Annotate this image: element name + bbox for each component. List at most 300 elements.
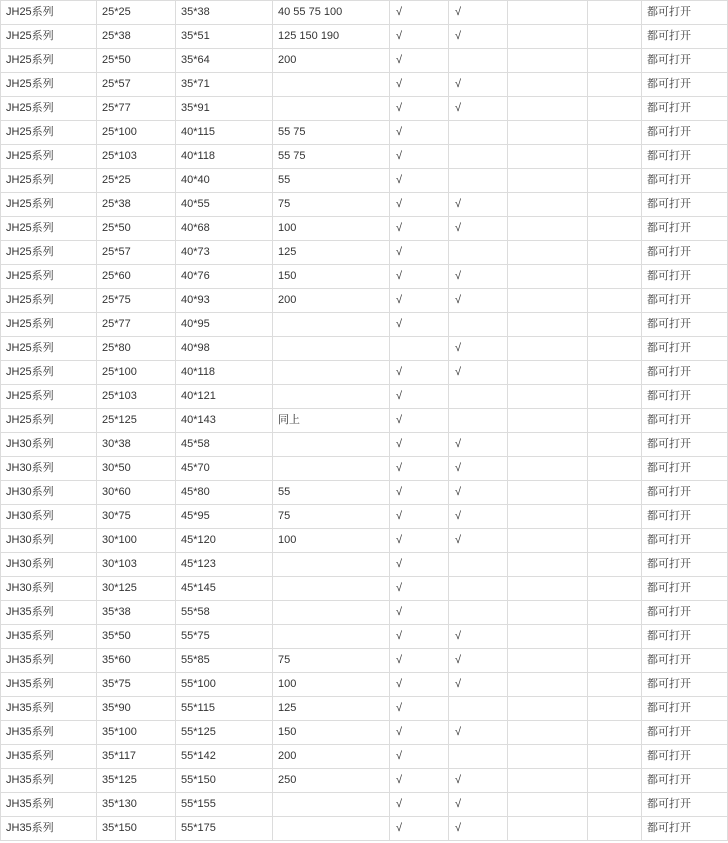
option-b-cell: √ [449,265,508,289]
opening-cell: 都可打开 [642,673,728,697]
blank-cell-1 [508,241,588,265]
table-row [1,313,728,337]
opening-cell: 都可打开 [642,49,728,73]
blank-cell-2 [588,73,642,97]
inner-size-cell: 35*100 [97,721,176,745]
inner-size-cell: 30*60 [97,481,176,505]
opening-cell: 都可打开 [642,409,728,433]
inner-size-cell: 35*50 [97,625,176,649]
length-cell: 55 [273,481,390,505]
table-row [1,337,728,361]
series-cell: JH35系列 [1,793,97,817]
blank-cell-2 [588,697,642,721]
series-cell: JH25系列 [1,145,97,169]
blank-cell-2 [588,505,642,529]
series-cell: JH35系列 [1,745,97,769]
blank-cell-1 [508,457,588,481]
inner-size-cell: 25*125 [97,409,176,433]
option-a-cell: √ [390,385,449,409]
opening-cell: 都可打开 [642,193,728,217]
length-cell: 150 [273,721,390,745]
option-a-cell: √ [390,649,449,673]
table-row [1,1,728,25]
outer-size-cell: 40*118 [176,145,273,169]
option-a-cell: √ [390,121,449,145]
length-cell [273,817,390,841]
option-a-cell: √ [390,481,449,505]
option-b-cell: √ [449,97,508,121]
blank-cell-2 [588,481,642,505]
inner-size-cell: 35*130 [97,793,176,817]
opening-cell: 都可打开 [642,721,728,745]
table-row [1,145,728,169]
outer-size-cell: 40*73 [176,241,273,265]
opening-cell: 都可打开 [642,337,728,361]
series-cell: JH30系列 [1,433,97,457]
length-cell: 200 [273,745,390,769]
table-row [1,625,728,649]
option-a-cell: √ [390,505,449,529]
table-row [1,505,728,529]
series-cell: JH25系列 [1,73,97,97]
series-cell: JH35系列 [1,673,97,697]
opening-cell: 都可打开 [642,73,728,97]
table-row [1,553,728,577]
blank-cell-2 [588,1,642,25]
blank-cell-1 [508,217,588,241]
blank-cell-2 [588,169,642,193]
series-cell: JH35系列 [1,817,97,841]
opening-cell: 都可打开 [642,121,728,145]
option-a-cell: √ [390,529,449,553]
option-a-cell: √ [390,673,449,697]
blank-cell-2 [588,745,642,769]
length-cell: 55 75 [273,145,390,169]
option-a-cell: √ [390,361,449,385]
opening-cell: 都可打开 [642,529,728,553]
length-cell [273,601,390,625]
option-a-cell: √ [390,265,449,289]
series-cell: JH25系列 [1,241,97,265]
blank-cell-1 [508,481,588,505]
outer-size-cell: 40*121 [176,385,273,409]
length-cell: 75 [273,505,390,529]
series-cell: JH25系列 [1,265,97,289]
blank-cell-1 [508,433,588,457]
outer-size-cell: 45*80 [176,481,273,505]
series-cell: JH25系列 [1,361,97,385]
opening-cell: 都可打开 [642,457,728,481]
blank-cell-2 [588,313,642,337]
table-row [1,289,728,313]
outer-size-cell: 40*95 [176,313,273,337]
table-row [1,49,728,73]
blank-cell-1 [508,505,588,529]
outer-size-cell: 55*75 [176,625,273,649]
option-b-cell: √ [449,673,508,697]
inner-size-cell: 25*60 [97,265,176,289]
opening-cell: 都可打开 [642,25,728,49]
inner-size-cell: 25*25 [97,1,176,25]
table-row [1,649,728,673]
inner-size-cell: 30*50 [97,457,176,481]
blank-cell-1 [508,97,588,121]
blank-cell-2 [588,553,642,577]
table-row [1,817,728,841]
option-b-cell [449,121,508,145]
series-cell: JH35系列 [1,697,97,721]
table-body [1,1,728,841]
outer-size-cell: 40*93 [176,289,273,313]
series-cell: JH35系列 [1,601,97,625]
opening-cell: 都可打开 [642,1,728,25]
outer-size-cell: 35*91 [176,97,273,121]
option-a-cell: √ [390,793,449,817]
option-b-cell [449,601,508,625]
outer-size-cell: 40*55 [176,193,273,217]
option-b-cell [449,553,508,577]
blank-cell-1 [508,553,588,577]
opening-cell: 都可打开 [642,793,728,817]
table-row [1,385,728,409]
option-a-cell: √ [390,769,449,793]
outer-size-cell: 55*100 [176,673,273,697]
length-cell [273,793,390,817]
inner-size-cell: 25*103 [97,385,176,409]
option-a-cell: √ [390,577,449,601]
option-b-cell: √ [449,721,508,745]
table-row [1,409,728,433]
table-row [1,361,728,385]
length-cell [273,313,390,337]
blank-cell-1 [508,289,588,313]
length-cell: 125 150 190 [273,25,390,49]
inner-size-cell: 30*100 [97,529,176,553]
length-cell [273,577,390,601]
series-cell: JH25系列 [1,25,97,49]
outer-size-cell: 40*143 [176,409,273,433]
opening-cell: 都可打开 [642,817,728,841]
option-a-cell: √ [390,409,449,433]
series-cell: JH35系列 [1,649,97,673]
length-cell [273,337,390,361]
option-a-cell: √ [390,289,449,313]
series-cell: JH35系列 [1,721,97,745]
inner-size-cell: 25*50 [97,49,176,73]
option-a-cell: √ [390,73,449,97]
table-row [1,793,728,817]
blank-cell-2 [588,433,642,457]
opening-cell: 都可打开 [642,697,728,721]
blank-cell-1 [508,601,588,625]
series-cell: JH35系列 [1,769,97,793]
option-b-cell [449,385,508,409]
blank-cell-1 [508,673,588,697]
opening-cell: 都可打开 [642,481,728,505]
series-cell: JH25系列 [1,1,97,25]
blank-cell-2 [588,121,642,145]
series-cell: JH30系列 [1,577,97,601]
inner-size-cell: 25*38 [97,193,176,217]
opening-cell: 都可打开 [642,217,728,241]
inner-size-cell: 30*103 [97,553,176,577]
blank-cell-1 [508,1,588,25]
table-row [1,697,728,721]
outer-size-cell: 55*58 [176,601,273,625]
option-a-cell: √ [390,625,449,649]
table-row [1,25,728,49]
inner-size-cell: 35*125 [97,769,176,793]
opening-cell: 都可打开 [642,289,728,313]
blank-cell-2 [588,409,642,433]
inner-size-cell: 30*125 [97,577,176,601]
blank-cell-1 [508,721,588,745]
outer-size-cell: 55*85 [176,649,273,673]
length-cell [273,433,390,457]
opening-cell: 都可打开 [642,97,728,121]
blank-cell-1 [508,145,588,169]
opening-cell: 都可打开 [642,769,728,793]
table-row [1,169,728,193]
blank-cell-2 [588,145,642,169]
length-cell: 150 [273,265,390,289]
opening-cell: 都可打开 [642,577,728,601]
blank-cell-2 [588,49,642,73]
inner-size-cell: 35*90 [97,697,176,721]
length-cell: 40 55 75 100 [273,1,390,25]
blank-cell-2 [588,817,642,841]
blank-cell-2 [588,385,642,409]
table-row [1,73,728,97]
length-cell [273,73,390,97]
blank-cell-1 [508,697,588,721]
inner-size-cell: 25*57 [97,73,176,97]
length-cell: 200 [273,49,390,73]
outer-size-cell: 40*76 [176,265,273,289]
length-cell: 55 [273,169,390,193]
blank-cell-1 [508,265,588,289]
outer-size-cell: 45*120 [176,529,273,553]
blank-cell-1 [508,409,588,433]
option-b-cell: √ [449,361,508,385]
inner-size-cell: 35*60 [97,649,176,673]
outer-size-cell: 35*51 [176,25,273,49]
option-a-cell [390,337,449,361]
opening-cell: 都可打开 [642,649,728,673]
blank-cell-2 [588,361,642,385]
blank-cell-2 [588,793,642,817]
series-cell: JH25系列 [1,289,97,313]
series-cell: JH25系列 [1,337,97,361]
outer-size-cell: 45*145 [176,577,273,601]
length-cell: 100 [273,673,390,697]
series-cell: JH25系列 [1,217,97,241]
opening-cell: 都可打开 [642,745,728,769]
opening-cell: 都可打开 [642,313,728,337]
series-cell: JH30系列 [1,529,97,553]
blank-cell-1 [508,361,588,385]
table-row [1,721,728,745]
opening-cell: 都可打开 [642,145,728,169]
blank-cell-1 [508,649,588,673]
blank-cell-2 [588,577,642,601]
table-row [1,121,728,145]
series-cell: JH25系列 [1,169,97,193]
length-cell [273,385,390,409]
length-cell: 100 [273,529,390,553]
length-cell: 125 [273,241,390,265]
outer-size-cell: 55*115 [176,697,273,721]
outer-size-cell: 55*150 [176,769,273,793]
table-row [1,241,728,265]
option-b-cell [449,145,508,169]
series-cell: JH25系列 [1,409,97,433]
option-a-cell: √ [390,457,449,481]
length-cell [273,97,390,121]
opening-cell: 都可打开 [642,553,728,577]
blank-cell-2 [588,265,642,289]
table-row [1,529,728,553]
blank-cell-1 [508,25,588,49]
table-row [1,97,728,121]
option-b-cell [449,313,508,337]
option-b-cell: √ [449,457,508,481]
series-cell: JH25系列 [1,313,97,337]
blank-cell-2 [588,625,642,649]
option-a-cell: √ [390,169,449,193]
blank-cell-1 [508,121,588,145]
opening-cell: 都可打开 [642,241,728,265]
table-row [1,601,728,625]
outer-size-cell: 40*68 [176,217,273,241]
blank-cell-2 [588,241,642,265]
blank-cell-1 [508,169,588,193]
blank-cell-2 [588,601,642,625]
series-cell: JH30系列 [1,553,97,577]
option-a-cell: √ [390,817,449,841]
length-cell: 75 [273,649,390,673]
outer-size-cell: 55*155 [176,793,273,817]
option-a-cell: √ [390,313,449,337]
blank-cell-2 [588,289,642,313]
blank-cell-2 [588,769,642,793]
option-b-cell: √ [449,73,508,97]
inner-size-cell: 35*75 [97,673,176,697]
series-cell: JH25系列 [1,193,97,217]
option-a-cell: √ [390,697,449,721]
series-cell: JH30系列 [1,481,97,505]
length-cell: 250 [273,769,390,793]
blank-cell-2 [588,97,642,121]
table-row [1,577,728,601]
outer-size-cell: 45*123 [176,553,273,577]
length-cell [273,361,390,385]
length-cell: 125 [273,697,390,721]
series-cell: JH25系列 [1,121,97,145]
option-a-cell: √ [390,433,449,457]
outer-size-cell: 40*40 [176,169,273,193]
outer-size-cell: 35*71 [176,73,273,97]
blank-cell-2 [588,193,642,217]
table-row [1,217,728,241]
blank-cell-1 [508,73,588,97]
option-b-cell: √ [449,481,508,505]
blank-cell-2 [588,529,642,553]
option-b-cell: √ [449,1,508,25]
series-cell: JH25系列 [1,97,97,121]
inner-size-cell: 35*150 [97,817,176,841]
blank-cell-2 [588,25,642,49]
option-a-cell: √ [390,601,449,625]
inner-size-cell: 25*77 [97,97,176,121]
option-a-cell: √ [390,553,449,577]
table-row [1,433,728,457]
inner-size-cell: 25*77 [97,313,176,337]
inner-size-cell: 25*25 [97,169,176,193]
option-b-cell: √ [449,793,508,817]
option-a-cell: √ [390,25,449,49]
table-row [1,193,728,217]
option-b-cell: √ [449,289,508,313]
series-cell: JH30系列 [1,457,97,481]
blank-cell-2 [588,217,642,241]
table-row [1,673,728,697]
opening-cell: 都可打开 [642,265,728,289]
outer-size-cell: 55*125 [176,721,273,745]
option-b-cell [449,745,508,769]
outer-size-cell: 45*70 [176,457,273,481]
inner-size-cell: 25*100 [97,121,176,145]
outer-size-cell: 45*58 [176,433,273,457]
outer-size-cell: 40*98 [176,337,273,361]
blank-cell-1 [508,313,588,337]
opening-cell: 都可打开 [642,385,728,409]
series-cell: JH25系列 [1,49,97,73]
blank-cell-2 [588,337,642,361]
outer-size-cell: 45*95 [176,505,273,529]
option-b-cell: √ [449,649,508,673]
table-row [1,265,728,289]
option-a-cell: √ [390,217,449,241]
length-cell [273,457,390,481]
outer-size-cell: 40*115 [176,121,273,145]
option-b-cell [449,169,508,193]
option-b-cell: √ [449,337,508,361]
option-b-cell: √ [449,505,508,529]
option-a-cell: √ [390,97,449,121]
length-cell [273,625,390,649]
option-b-cell: √ [449,193,508,217]
option-b-cell: √ [449,625,508,649]
blank-cell-1 [508,625,588,649]
blank-cell-2 [588,673,642,697]
option-b-cell [449,241,508,265]
table-row [1,457,728,481]
opening-cell: 都可打开 [642,169,728,193]
blank-cell-1 [508,817,588,841]
option-b-cell [449,49,508,73]
opening-cell: 都可打开 [642,433,728,457]
inner-size-cell: 30*75 [97,505,176,529]
length-cell: 55 75 [273,121,390,145]
blank-cell-1 [508,385,588,409]
blank-cell-1 [508,193,588,217]
inner-size-cell: 25*38 [97,25,176,49]
length-cell: 75 [273,193,390,217]
inner-size-cell: 35*38 [97,601,176,625]
blank-cell-1 [508,577,588,601]
length-cell [273,553,390,577]
